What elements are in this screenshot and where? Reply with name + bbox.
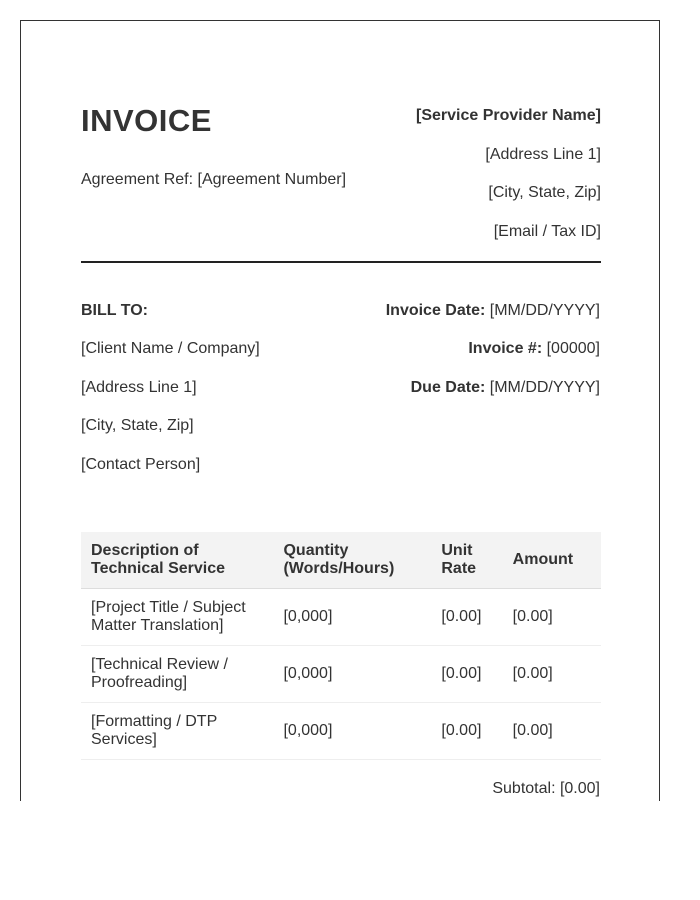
row-amount: [0.00]	[503, 589, 601, 646]
header-unit-rate: Unit Rate	[431, 532, 502, 589]
row-unit-rate: [0.00]	[431, 646, 502, 703]
table-row	[81, 589, 601, 646]
header-divider	[81, 261, 601, 263]
invoice-number-label: Invoice #:	[468, 340, 543, 358]
bill-to-heading: BILL TO:	[81, 302, 148, 319]
row-description: [Project Title / Subject Matter Translation]	[81, 589, 273, 646]
invoice-title: INVOICE	[81, 103, 212, 138]
client-name: [Client Name / Company]	[81, 340, 260, 358]
client-address-line-1: [Address Line 1]	[81, 378, 197, 396]
row-unit-rate: [0.00]	[431, 589, 502, 646]
client-contact: [Contact Person]	[81, 455, 201, 473]
provider-city-state-zip: [City, State, Zip]	[488, 184, 601, 201]
row-unit-rate: [0.00]	[431, 703, 502, 760]
provider-address-line-1: [Address Line 1]	[485, 145, 601, 163]
table-row	[81, 703, 601, 760]
bill-to-block	[81, 292, 260, 484]
due-date-label: Due Date:	[410, 378, 486, 396]
invoice-page	[20, 20, 660, 801]
provider-block	[416, 97, 601, 251]
invoice-meta-block	[386, 292, 600, 407]
row-description: [Technical Review / Proofreading]	[81, 646, 273, 703]
header-quantity: Quantity (Words/Hours)	[273, 532, 431, 589]
invoice-date-row	[386, 292, 600, 330]
invoice-number-value: [00000]	[546, 340, 600, 358]
row-quantity: [0,000]	[273, 646, 431, 703]
provider-email-tax-id: [Email / Tax ID]	[493, 222, 601, 240]
row-amount: [0.00]	[503, 703, 601, 760]
row-quantity: [0,000]	[273, 703, 431, 760]
agreement-ref: Agreement Ref: [Agreement Number]	[81, 171, 347, 188]
invoice-date-value: [MM/DD/YYYY]	[489, 302, 600, 319]
header-description: Description of Technical Service	[81, 532, 273, 589]
header-amount: Amount	[503, 532, 601, 589]
table-header-row	[81, 532, 601, 589]
client-city-state-zip: [City, State, Zip]	[81, 417, 194, 435]
due-date-value: [MM/DD/YYYY]	[489, 378, 600, 396]
provider-name: [Service Provider Name]	[416, 107, 601, 124]
subtotal: Subtotal: [0.00]	[492, 780, 600, 797]
invoice-number-row	[386, 330, 600, 368]
table-row	[81, 646, 601, 703]
services-table	[81, 532, 601, 760]
due-date-row	[386, 369, 600, 407]
row-quantity: [0,000]	[273, 589, 431, 646]
row-description: [Formatting / DTP Services]	[81, 703, 273, 760]
row-amount: [0.00]	[503, 646, 601, 703]
invoice-date-label: Invoice Date:	[385, 302, 486, 319]
